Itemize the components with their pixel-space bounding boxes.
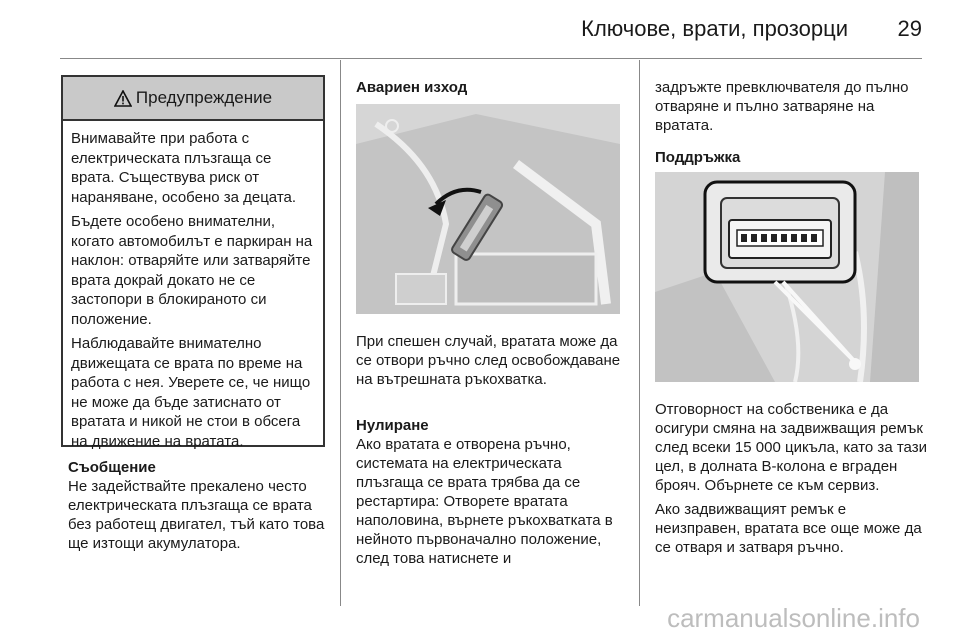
emergency-text: При спешен случай, вратата може да се отвори ръчно след освобождаване на вътрешната ръкохватка. <box>356 333 621 388</box>
maintenance-section <box>655 400 927 557</box>
emergency-section <box>356 332 628 389</box>
maintenance-paragraph: Отговорност на собственика е да осигури смяна на задвижващия ремък след всеки 15 000 цикъла, като за тази цел, в долната B-колона е вграден брояч. Обърнете се към сервиз. <box>655 401 927 494</box>
warning-title: Предупреждение <box>135 88 273 107</box>
note-text: Не задействайте прекалено често електрическата плъзгаща се врата без работещ двигател, тъй като това ще изтощи акумулатора. <box>68 478 325 552</box>
emergency-heading: Авариен изход <box>356 79 468 96</box>
note-heading: Съобщение <box>68 459 156 476</box>
warning-paragraph: Бъдете особено внимателни, когато автомобилът е паркиран на наклон: отваряйте или затваряйте врата докрай докато не се застопори в блокираното си положение. <box>71 213 313 328</box>
watermark-text: carmanualsonline.info <box>667 603 920 633</box>
reset-text: Ако вратата е отворена ръчно, системата на електрическата плъзгаща се врата трябва да се рестартира: Отворете вратата наполовина, върнете ръкохватката в нейното първоначално положение, след това натиснете и <box>356 436 613 567</box>
warning-body <box>63 121 323 451</box>
watermark <box>0 603 960 634</box>
note-section <box>68 458 330 553</box>
reset-continued-text: задръжте превключвателя до пълно отваряне и пълно затваряне на вратата. <box>655 79 909 134</box>
header-rule <box>60 58 922 59</box>
warning-paragraph: Внимавайте при работа с електрическата плъзгаща се врата. Съществува риск от нараняване, особено за децата. <box>71 130 297 206</box>
counter-illustration <box>655 172 919 382</box>
warning-header <box>63 77 323 121</box>
emergency-heading-block <box>356 78 626 97</box>
maintenance-heading: Поддръжка <box>655 149 741 166</box>
reset-section <box>356 416 628 568</box>
page-title: Ключове, врати, прозорци <box>581 16 848 41</box>
warning-box <box>61 75 325 450</box>
counter-drawing <box>655 172 919 382</box>
reset-heading: Нулиране <box>356 417 429 434</box>
column-divider-2 <box>639 60 640 606</box>
door-handle-illustration <box>356 104 620 314</box>
maintenance-heading-block <box>655 148 927 167</box>
reset-continued <box>655 78 927 135</box>
warning-paragraph: Наблюдавайте внимателно движещата се врата по време на работа с нея. Уверете се, че нищо не може да бъде затиснато от вратата и никой не стои в обсега на движение на вратата. <box>71 335 311 450</box>
warning-triangle-icon <box>114 90 132 107</box>
maintenance-paragraph: Ако задвижващият ремък е неизправен, вратата все още може да се отваря и затваря ръчно. <box>655 501 922 556</box>
column-divider-1 <box>340 60 341 606</box>
page-header <box>0 16 960 46</box>
door-handle-drawing <box>356 104 620 314</box>
page-number: 29 <box>897 16 922 41</box>
